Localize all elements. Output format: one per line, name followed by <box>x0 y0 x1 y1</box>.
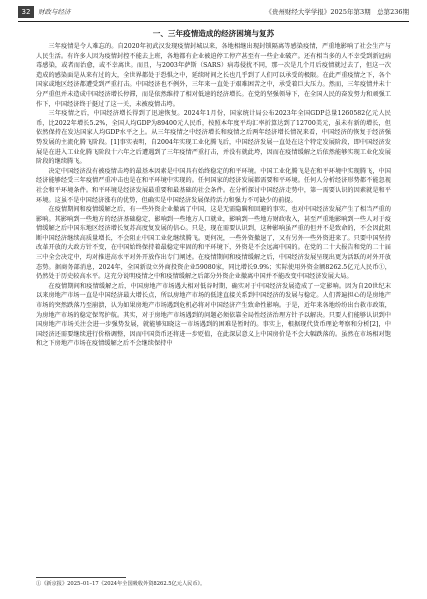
paragraph-5: 在疫情期间和疫情缓解之后，中国房地产市场遇大相对低谷时期，确实对于中国经济发展造成了一定影响。因为自20世纪末以来房地产市场一直是中国经济最大增长点，所以房地产市场的低迷直接关系到中国经济的发展与稳定。人们普遍担心的是房地产市场的突然跌落乃至崩溃，认为如果房地产市场遇到危机必将对中国经济产生致命性影响。于是，近年来各地纷纷出台救市政策，为房地产市场的稳定保驾护航。其实，对于房地产市场遇到的问题必须依靠全局性经济治理方针予以解决。只要人们能够认识到中国房地产市场关注会进一步强势发展，就能够知晓这一市场遇到的困难是暂时的。事实上，根据现代货币理论考察和分析[2]，中国经济还需要继续进行价格调整，因而中国货币还将进一步贬值，在此深层意义上中国房价是不会大幅跌落的。虽然在市场相对饱和之下房地产市场在疫情缓解之后不会继续保持中 <box>36 282 391 348</box>
section-tag: 财政与经济 <box>38 8 71 16</box>
page-header <box>18 6 409 20</box>
paragraph-2: 三年疫情之后，中国经济增长得到了迅速恢复。2024年1月份，国家统计局公布2023年全国GDP总量1260582亿元人民币，比2022年增长5.2%，全国人均GDP为89400元人民币，按照本年度平均汇率折算达到了12700美元，虽未有新的增长，但依然保持在发达国家人均GDP水平之上。从三年疫情之中经济增长和疫情之后两年经济增长情况来看，中国经济的恢复于经济强势发展的主流化腾飞阶段。[1]事实表明，自2004年实现工业化腾飞后，中国经济发展一直处在这个特定发展阶段，即中国经济发展是在进入工业化腾飞阶段十六年之后遭遇到了三年疫情严重打击，并没有就此垮，因而在疫情缓解之后依然能够实现工业化发展阶段的继续腾飞。 <box>36 110 391 166</box>
journal-info: 《贵州财经大学学报》2025年第3期 总第236期 <box>265 8 409 16</box>
paragraph-4: 在疫情期间和疫情缓解之后，有一些外资企业撤离了中国，这是无需隐瞒和回避的事实，也对中国经济发展产生了相当严重的影响。其影响到一些地方的经济基础稳定，影响到一些地方人口就业，影响到一些地方财政收入，甚至严重地影响到一些人对于疫情缓解之后中国东地区经济增长复苏高度复发展的信心。只是，现在需要认识到，这种影响虽严重的但并不是致命的，不会因此阻断中国经济继续高质量增长，不会阻止中国工业化继续腾飞。更何况，一些外资撤退了，又有另外一些外资进来了。只要中国坚持改革开放的大政方针不变，在中国始终保持着最稳定牢固的和平环境下，外资是不会远离中国的。在党的二十大报告和党的二十届三中全会决定中，均对推进高水平对外开放作出专门阐述。在疫情期间和疫情缓解之后，中国经济发展呈现出更为活跃的对外开放态势。据商务部消息，2024年，全国新设立外商投资企业59080家，同比增长9.9%；实际使用外资金额8262.5亿元人民币①，仍然处于历史较高水平。这充分说明疫情之中和疫情缓解之后部分外资企业撤离中国并不能改变中国经济发展大局。 <box>36 206 391 281</box>
paragraph-3: 决定中国经济没有被疫情击垮的最基本因素是中国具有始终稳定的和平环境。中国工业化腾飞是在和平环境中实现腾飞，中国经济能够经受三年疫情严重冲击也是在和平环境中实现的。任何国家的经济发展都需要和平环境。任何人分析经济形势都不能忽视社会和平环境条件。和平环境是经济发展最重要和最基础的社会条件。在分析探讨中国经济走势中，第一需要认识的因素就是和平环境。这虽不是中国经济涨有的优势，但确实是中国经济发展保持活力和强力不可缺少的前提。 <box>36 167 391 204</box>
header-divider <box>18 21 409 22</box>
section-title: 一、三年疫情造成的经济困境与复苏 <box>152 29 275 38</box>
footnote-divider <box>36 577 126 578</box>
article-body <box>36 24 391 349</box>
paragraph-1: 三年疫情是令人难忘的。自2020年初武汉发现疫情封城以来，各地相继出现封锁隔离等感染疫情，严重地影响了社会生产与人民生活。有许多人因为疫情封控不能去上班，各地都有企业被迫停工停产甚至有一些企业破产。还有相当多的人不幸受到新冠病毒感染，或者而治愈，或不幸离世。而且，与2003年萨斯（SARS）病毒侵扰不同，那一次是几个月后疫情就过去了，但这一次造成的感染面是从来有过的大，全世界都处于恐惧之中，延续时间之长也几乎到了人们可以承受的极限。在此严重疫情之下，各个国家或地区经济都遭受到严重打击。中国经济也不例外，三年来一直处于艰难困苦之中，承受着巨大压力。然而，三年疫情并未十分严重但并未造成中国经济增长停滞，而是依然维持了相对低速的经济增长。在党的坚强领导下，在全国人民的奋发努力和顽强工作下，中国经济终于挺过了这一关，未被疫情击垮。 <box>36 43 391 108</box>
footnote: ①《新京报》2025–01–17《2024年全国吸收外资8262.5亿元人民币》。 <box>36 581 206 587</box>
page-number: 32 <box>18 6 34 18</box>
